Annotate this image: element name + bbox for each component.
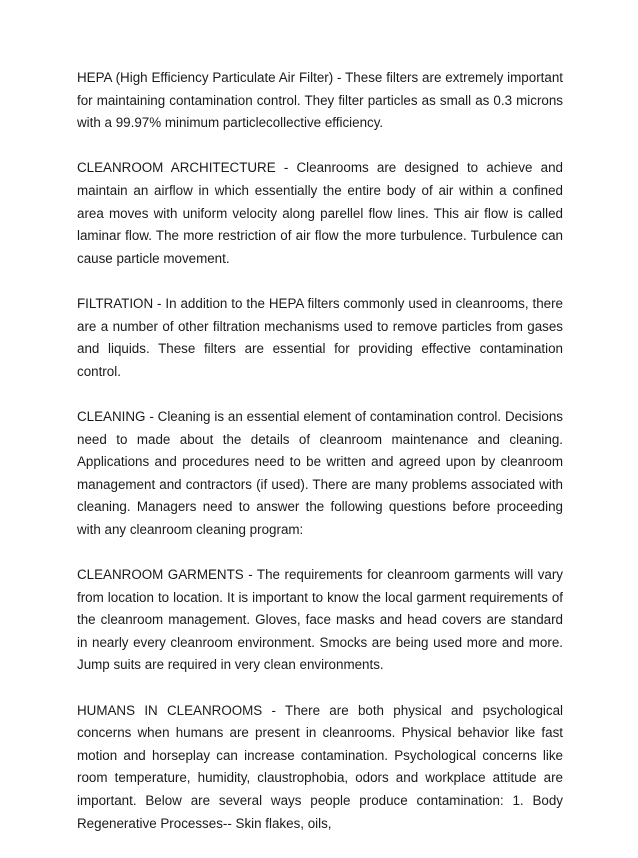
paragraph-filtration: FILTRATION - In addition to the HEPA filters commonly used in cleanrooms, there are a number of other filtration mechanisms used to remove particles from gases and liquids. These filters are essential for providing effective contamination control. (77, 295, 563, 379)
paragraph-humans-in-cleanrooms: HUMANS IN CLEANROOMS - There are both physical and psychological concerns when humans are present in cleanrooms. Physical behavior like fast motion and horseplay can increase contamination. Psychological concerns like room temperature, humidity, claustrophobia, odors and workplace attitude are important. Below are several ways people produce contamination: 1. Body Regenerative Processes-- Skin flakes, oils, (77, 702, 563, 831)
document-body (77, 67, 563, 858)
paragraph-cleanroom-architecture: CLEANROOM ARCHITECTURE - Cleanrooms are designed to achieve and maintain an airflow in which essentially the entire body of air within a confined area moves with uniform velocity along parellel flow lines. This air flow is called laminar flow. The more restriction of air flow the more turbulence. Turbulence can cause particle movement. (77, 160, 563, 266)
paragraph-hepa: HEPA (High Efficiency Particulate Air Filter) - These filters are extremely important for maintaining contamination control. They filter particles as small as 0.3 microns with a 99.97% minimum particlecollective efficiency. (77, 70, 563, 131)
paragraph-cleanroom-garments: CLEANROOM GARMENTS - The requirements for cleanroom garments will vary from location to location. It is important to know the local garment requirements of the cleanroom management. Gloves, face masks and head covers are standard in nearly every cleanroom environment. Smocks are being used more and more. Jump suits are required in very clean environments. (77, 567, 563, 673)
paragraph-cleaning: CLEANING - Cleaning is an essential element of contamination control. Decisions need to made about the details of cleanroom maintenance and cleaning. Applications and procedures need to be written and agreed upon by cleanroom management and contractors (if used). There are many problems associated with cleaning. Managers need to answer the following questions before proceeding with any cleanroom cleaning program: (77, 408, 563, 537)
